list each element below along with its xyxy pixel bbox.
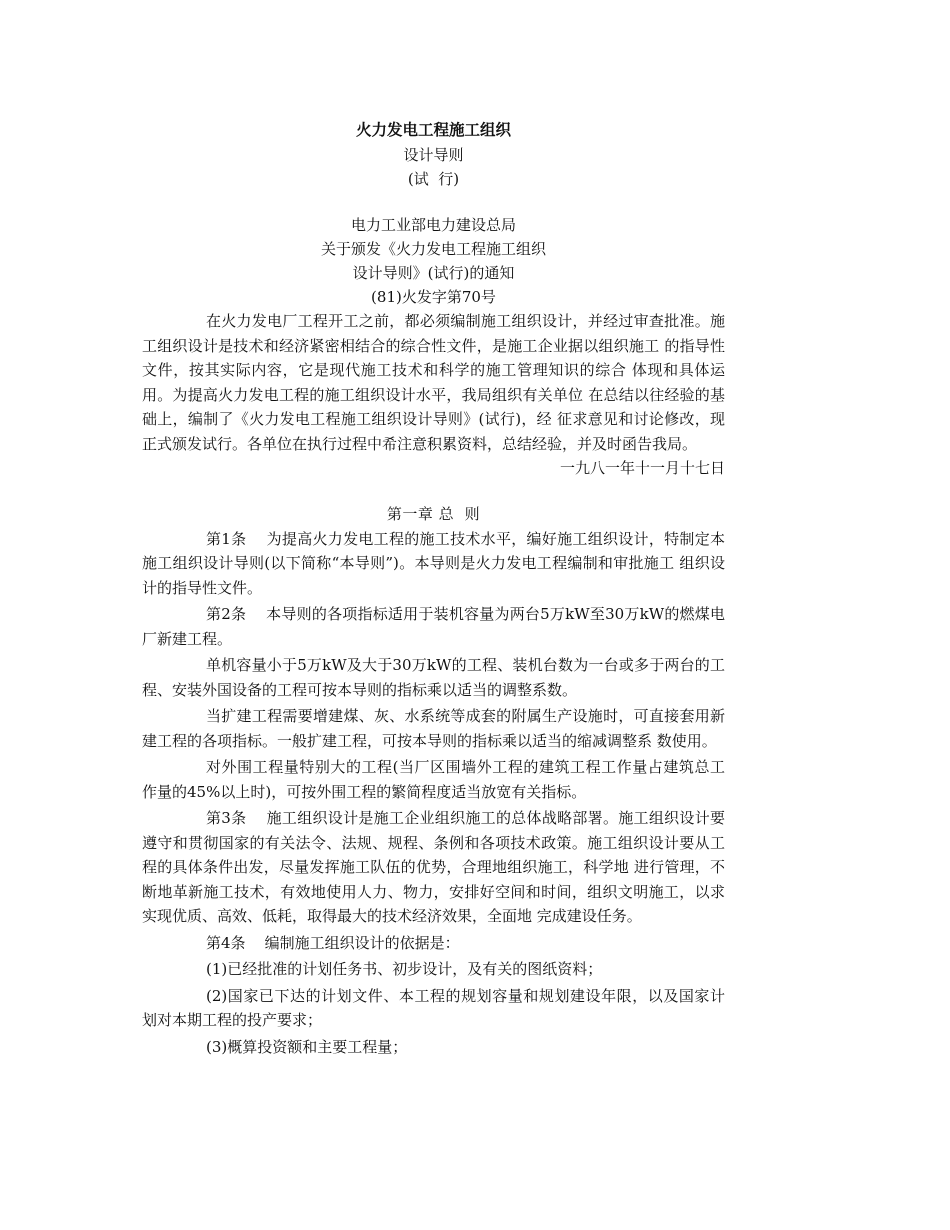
article-2: 第2条 本导则的各项指标适用于装机容量为两台5万kW至30万kW的燃煤电厂新建工程。 [142, 605, 725, 648]
article-2-para-4: 对外围工程量特别大的工程(当厂区围墙外工程的建筑工程工作量占建筑总工 作量的45%以上时)，可按外围工程的繁简程度适当放宽有关指标。 [142, 758, 725, 801]
document-page [142, 117, 730, 1059]
notice-doc-number: (81)火发字第70号 [371, 288, 496, 306]
notice-issuer: 电力工业部电力建设总局 [350, 216, 516, 234]
notice-date: 一九八一年十一月十七日 [559, 459, 725, 477]
article-4-item-3: (3)概算投资额和主要工程量； [206, 1037, 408, 1056]
article-2-para-3: 当扩建工程需要增建煤、灰、水系统等成套的附属生产设施时，可直接套用新建工程的各项指标。一般扩建工程，可按本导则的指标乘以适当的缩减调整系 数使用。 [142, 707, 725, 750]
notice-body: 在火力发电厂工程开工之前，都必须编制施工组织设计，并经过审查批准。施工组织设计是技术和经济紧密相结合的综合性文件，是施工企业据以组织施工 的指导性文件，按其实际内容，它是现代施工技术和科学的施工管理知识的综合 体现和具体运用。为提高火力发电工程的施工组织设计水平，我局组织有关单位 在总结以往经验的基础上，编制了《火力发电工程施工组织设计导则》(试行)，经 征求意见和讨论修改，现正式颁发试行。各单位在执行过程中希注意积累资料，总结经验，并及时函告我局。 [142, 312, 725, 453]
document-subtitle: 设计导则 [403, 146, 464, 164]
document-status: (试 行) [407, 170, 460, 188]
document-title: 火力发电工程施工组织 [355, 120, 511, 139]
spacer [142, 191, 725, 213]
article-4-item-2: (2)国家已下达的计划文件、本工程的规划容量和规划建设年限，以及国家计 划对本期工程的投产要求； [142, 986, 725, 1029]
article-4-item-1: (1)已经批准的计划任务书、初步设计，及有关的图纸资料； [206, 960, 603, 978]
article-1: 第1条 为提高火力发电工程的施工技术水平，编好施工组织设计，特制定本 施工组织设计导则(以下简称“本导则”)。本导则是火力发电工程编制和审批施工 组织设计的指导性文件。 [142, 529, 730, 597]
article-2-para-2: 单机容量小于5万kW及大于30万kW的工程、装机台数为一台或多于两台的工程、安装外国设备的工程可按本导则的指标乘以适当的调整系数。 [142, 656, 725, 699]
article-4: 第4条 编制施工组织设计的依据是： [206, 933, 460, 952]
notice-heading-line1: 关于颁发《火力发电工程施工组织 [320, 240, 546, 258]
article-3: 第3条 施工组织设计是施工企业组织施工的总体战略部署。施工组织设计要 遵守和贯彻国家的有关法令、法规、规程、条例和各项技术政策。施工组织设计要从工程的具体条件出发，尽量发挥施工队伍的优势，合理地组织施工，科学地 进行管理，不断地革新施工技术，有效地使用人力、物力，安排好空间和时间，组织文明施工，以求实现优质、高效、低耗，取得最大的技术经济效果，全面地 完成建设任务。 [142, 809, 730, 925]
notice-heading-line2: 设计导则》(试行)的通知 [352, 264, 515, 282]
spacer [142, 481, 725, 501]
chapter-title: 第一章 总 则 [386, 504, 481, 523]
